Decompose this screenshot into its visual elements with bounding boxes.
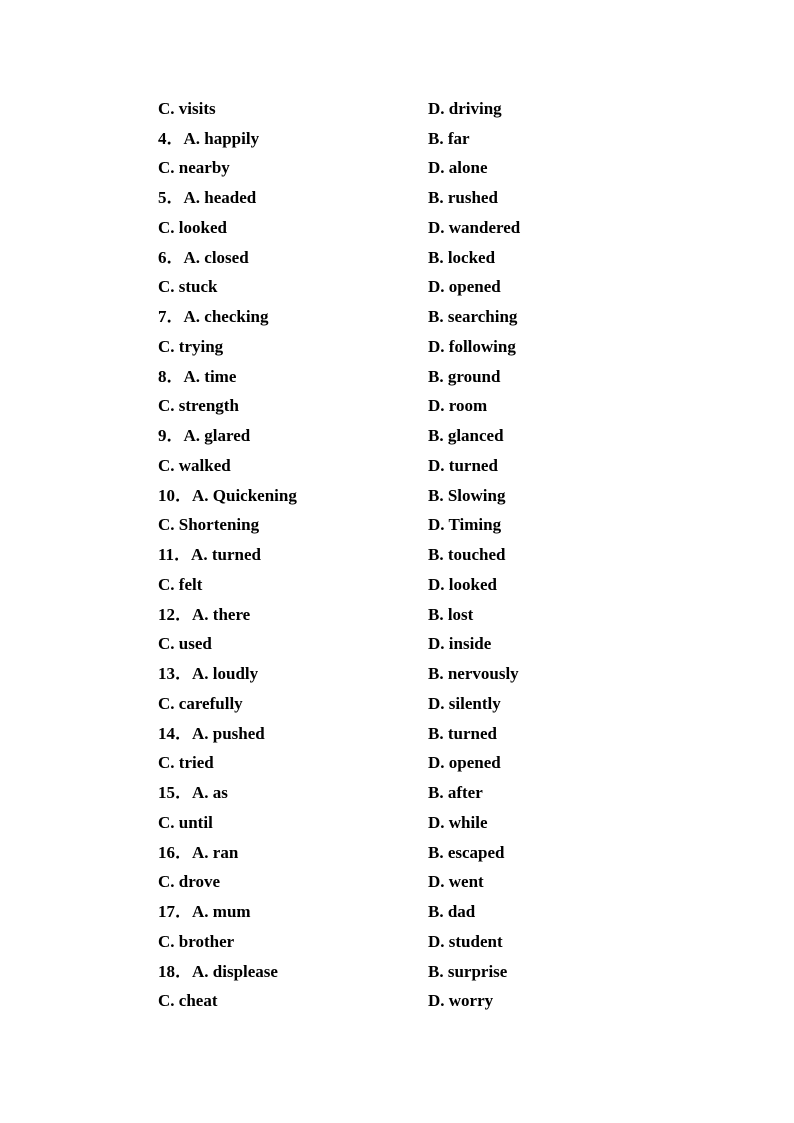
option-left: 7．A. checking	[158, 307, 269, 327]
option-right: B. glanced	[428, 426, 504, 446]
option-row	[158, 630, 718, 660]
option-right: B. rushed	[428, 188, 498, 208]
option-right: B. touched	[428, 545, 506, 565]
option-right: D. Timing	[428, 515, 502, 535]
option-left: C. stuck	[158, 277, 218, 297]
option-row	[158, 183, 718, 213]
option-row	[158, 868, 718, 898]
option-left: C. tried	[158, 753, 214, 773]
option-left: 5．A. headed	[158, 188, 257, 208]
option-left: C. used	[158, 634, 212, 654]
option-left: C. strength	[158, 396, 239, 416]
option-right: D. while	[428, 812, 488, 832]
option-row	[158, 659, 718, 689]
option-left: 14．A. pushed	[158, 723, 265, 743]
option-right: D. opened	[428, 753, 501, 773]
option-left: C. cheat	[158, 991, 218, 1011]
option-row	[158, 749, 718, 779]
option-row	[158, 421, 718, 451]
option-left: 4．A. happily	[158, 128, 260, 148]
option-row	[158, 392, 718, 422]
option-right: D. opened	[428, 277, 501, 297]
option-row	[158, 243, 718, 273]
option-row	[158, 897, 718, 927]
option-right: B. escaped	[428, 842, 505, 862]
option-row	[158, 808, 718, 838]
option-row	[158, 600, 718, 630]
option-right: B. nervously	[428, 664, 519, 684]
option-left: C. Shortening	[158, 515, 260, 535]
option-row	[158, 987, 718, 1017]
option-row	[158, 362, 718, 392]
option-right: D. student	[428, 931, 503, 951]
option-row	[158, 154, 718, 184]
option-left: 6．A. closed	[158, 247, 249, 267]
option-row	[158, 838, 718, 868]
option-row	[158, 689, 718, 719]
answer-options-list	[158, 94, 718, 1016]
option-row	[158, 302, 718, 332]
option-right: D. silently	[428, 693, 501, 713]
option-left: 15．A. as	[158, 783, 228, 803]
option-right: B. Slowing	[428, 485, 506, 505]
option-left: C. brother	[158, 931, 235, 951]
option-left: C. nearby	[158, 158, 230, 178]
option-left: 10．A. Quickening	[158, 485, 297, 505]
option-right: D. looked	[428, 574, 497, 594]
option-right: B. ground	[428, 366, 501, 386]
option-right: D. wandered	[428, 217, 521, 237]
option-left: 11．A. turned	[158, 545, 261, 565]
option-row	[158, 927, 718, 957]
option-left: C. felt	[158, 574, 203, 594]
option-left: C. visits	[158, 98, 216, 118]
option-row	[158, 124, 718, 154]
option-left: C. carefully	[158, 693, 243, 713]
option-row	[158, 332, 718, 362]
option-row	[158, 273, 718, 303]
option-left: 17．A. mum	[158, 902, 251, 922]
option-left: 13．A. loudly	[158, 664, 259, 684]
option-left: 12．A. there	[158, 604, 251, 624]
option-right: D. went	[428, 872, 484, 892]
option-left: 9．A. glared	[158, 426, 251, 446]
option-right: D. alone	[428, 158, 488, 178]
option-row	[158, 511, 718, 541]
option-left: 8．A. time	[158, 366, 237, 386]
option-right: B. locked	[428, 247, 496, 267]
option-left: C. until	[158, 812, 213, 832]
option-row	[158, 719, 718, 749]
option-right: D. room	[428, 396, 488, 416]
option-row	[158, 481, 718, 511]
option-left: C. drove	[158, 872, 221, 892]
option-row	[158, 570, 718, 600]
option-row	[158, 540, 718, 570]
option-right: B. searching	[428, 307, 518, 327]
option-row	[158, 451, 718, 481]
option-right: D. inside	[428, 634, 492, 654]
option-right: D. following	[428, 336, 516, 356]
option-right: B. turned	[428, 723, 497, 743]
option-right: B. dad	[428, 902, 476, 922]
option-row	[158, 957, 718, 987]
option-right: D. driving	[428, 98, 502, 118]
option-right: D. turned	[428, 455, 498, 475]
option-row	[158, 778, 718, 808]
option-left: C. looked	[158, 217, 227, 237]
option-right: D. worry	[428, 991, 494, 1011]
option-left: C. trying	[158, 336, 224, 356]
option-right: B. lost	[428, 604, 474, 624]
option-row	[158, 94, 718, 124]
option-left: 16．A. ran	[158, 842, 239, 862]
option-right: B. surprise	[428, 961, 508, 981]
option-right: B. after	[428, 783, 483, 803]
option-right: B. far	[428, 128, 470, 148]
option-left: C. walked	[158, 455, 231, 475]
option-left: 18．A. displease	[158, 961, 278, 981]
option-row	[158, 213, 718, 243]
